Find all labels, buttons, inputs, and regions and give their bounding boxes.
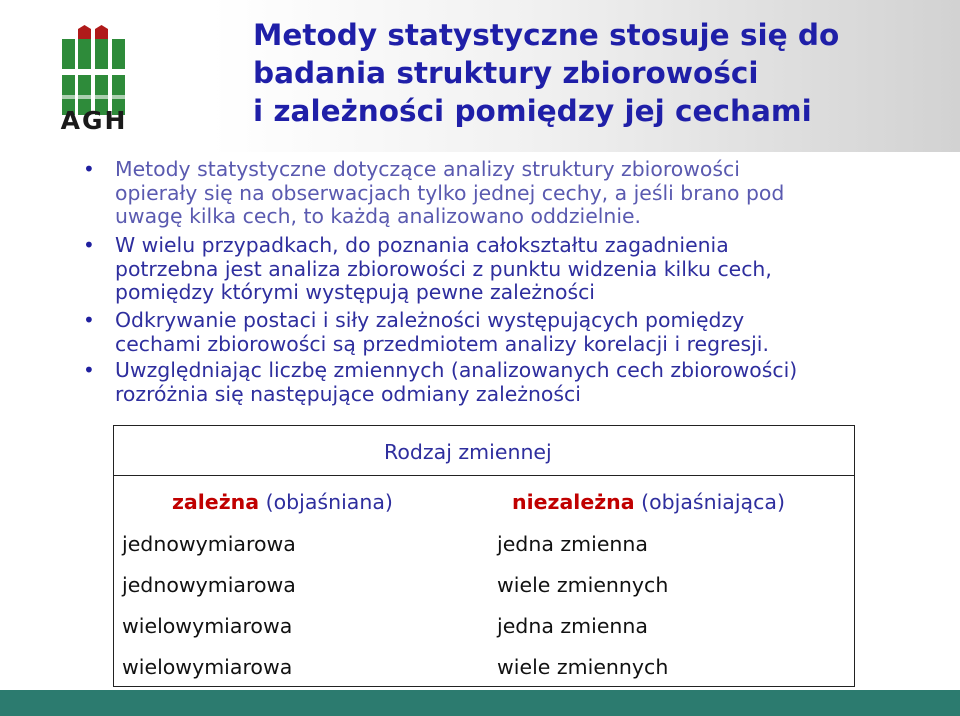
dependency-types-table — [113, 425, 855, 687]
bullet-line: rozróżnia się następujące odmiany zależności — [115, 381, 581, 406]
title-line: Metody statystyczne stosuje się do — [253, 18, 840, 52]
slide-header — [0, 0, 960, 152]
page-title — [253, 16, 943, 130]
column-header-dependent — [172, 490, 393, 514]
bullet-item — [83, 234, 933, 305]
bullet-dot-icon: • — [83, 157, 95, 181]
column-header-independent — [512, 490, 785, 514]
bullet-line: Metody statystyczne dotyczące analizy struktury zbiorowości — [115, 157, 740, 181]
table-cell: wielowymiarowa — [122, 614, 293, 638]
bullet-dot-icon: • — [83, 358, 95, 382]
bullet-line: pomiędzy którymi występują pewne zależności — [115, 280, 595, 304]
footer-bar — [0, 690, 960, 716]
column-header-rest: (objaśniająca) — [634, 490, 785, 514]
bullet-text — [115, 359, 933, 406]
table-cell: jednowymiarowa — [122, 532, 296, 556]
column-header-bold: niezależna — [512, 490, 635, 514]
bullet-dot-icon: • — [83, 308, 95, 332]
bullet-line: Odkrywanie postaci i siły zależności występujących pomiędzy — [115, 308, 745, 332]
bullet-line: W wielu przypadkach, do poznania całokształtu zagadnienia — [115, 233, 729, 257]
title-line: badania struktury zbiorowości — [253, 56, 759, 90]
column-header-bold: zależna — [172, 490, 260, 514]
bullet-item — [83, 309, 933, 356]
bullet-line: cechami zbiorowości są przedmiotem analizy korelacji i regresji. — [115, 331, 769, 356]
bullet-item — [83, 359, 933, 406]
table-cell: wiele zmiennych — [497, 573, 669, 597]
logo-text: AGH — [60, 106, 128, 135]
bullet-text — [115, 234, 933, 305]
table-header-label: Rodzaj zmiennej — [384, 440, 552, 464]
bullet-text — [115, 158, 933, 229]
table-cell: jedna zmienna — [497, 614, 648, 638]
bullet-text — [115, 309, 933, 356]
table-cell: wiele zmiennych — [497, 655, 669, 679]
bullet-line: opierały się na obserwacjach tylko jednej cechy, a jeśli brano pod — [115, 180, 785, 205]
table-cell: jednowymiarowa — [122, 573, 296, 597]
bullet-dot-icon: • — [83, 233, 95, 257]
table-cell: wielowymiarowa — [122, 655, 293, 679]
bullet-line: uwagę kilka cech, to każdą analizowano oddzielnie. — [115, 204, 642, 228]
bullet-item — [83, 158, 933, 229]
column-header-rest: (objaśniana) — [259, 490, 393, 514]
table-cell: jedna zmienna — [497, 532, 648, 556]
bullet-line: Uwzględniając liczbę zmiennych (analizowanych cech zbiorowości) — [115, 358, 798, 382]
title-line: i zależności pomiędzy jej cechami — [253, 94, 812, 128]
bullet-line: potrzebna jest analiza zbiorowości z punktu widzenia kilku cech, — [115, 256, 772, 281]
table-header-row — [114, 426, 854, 476]
